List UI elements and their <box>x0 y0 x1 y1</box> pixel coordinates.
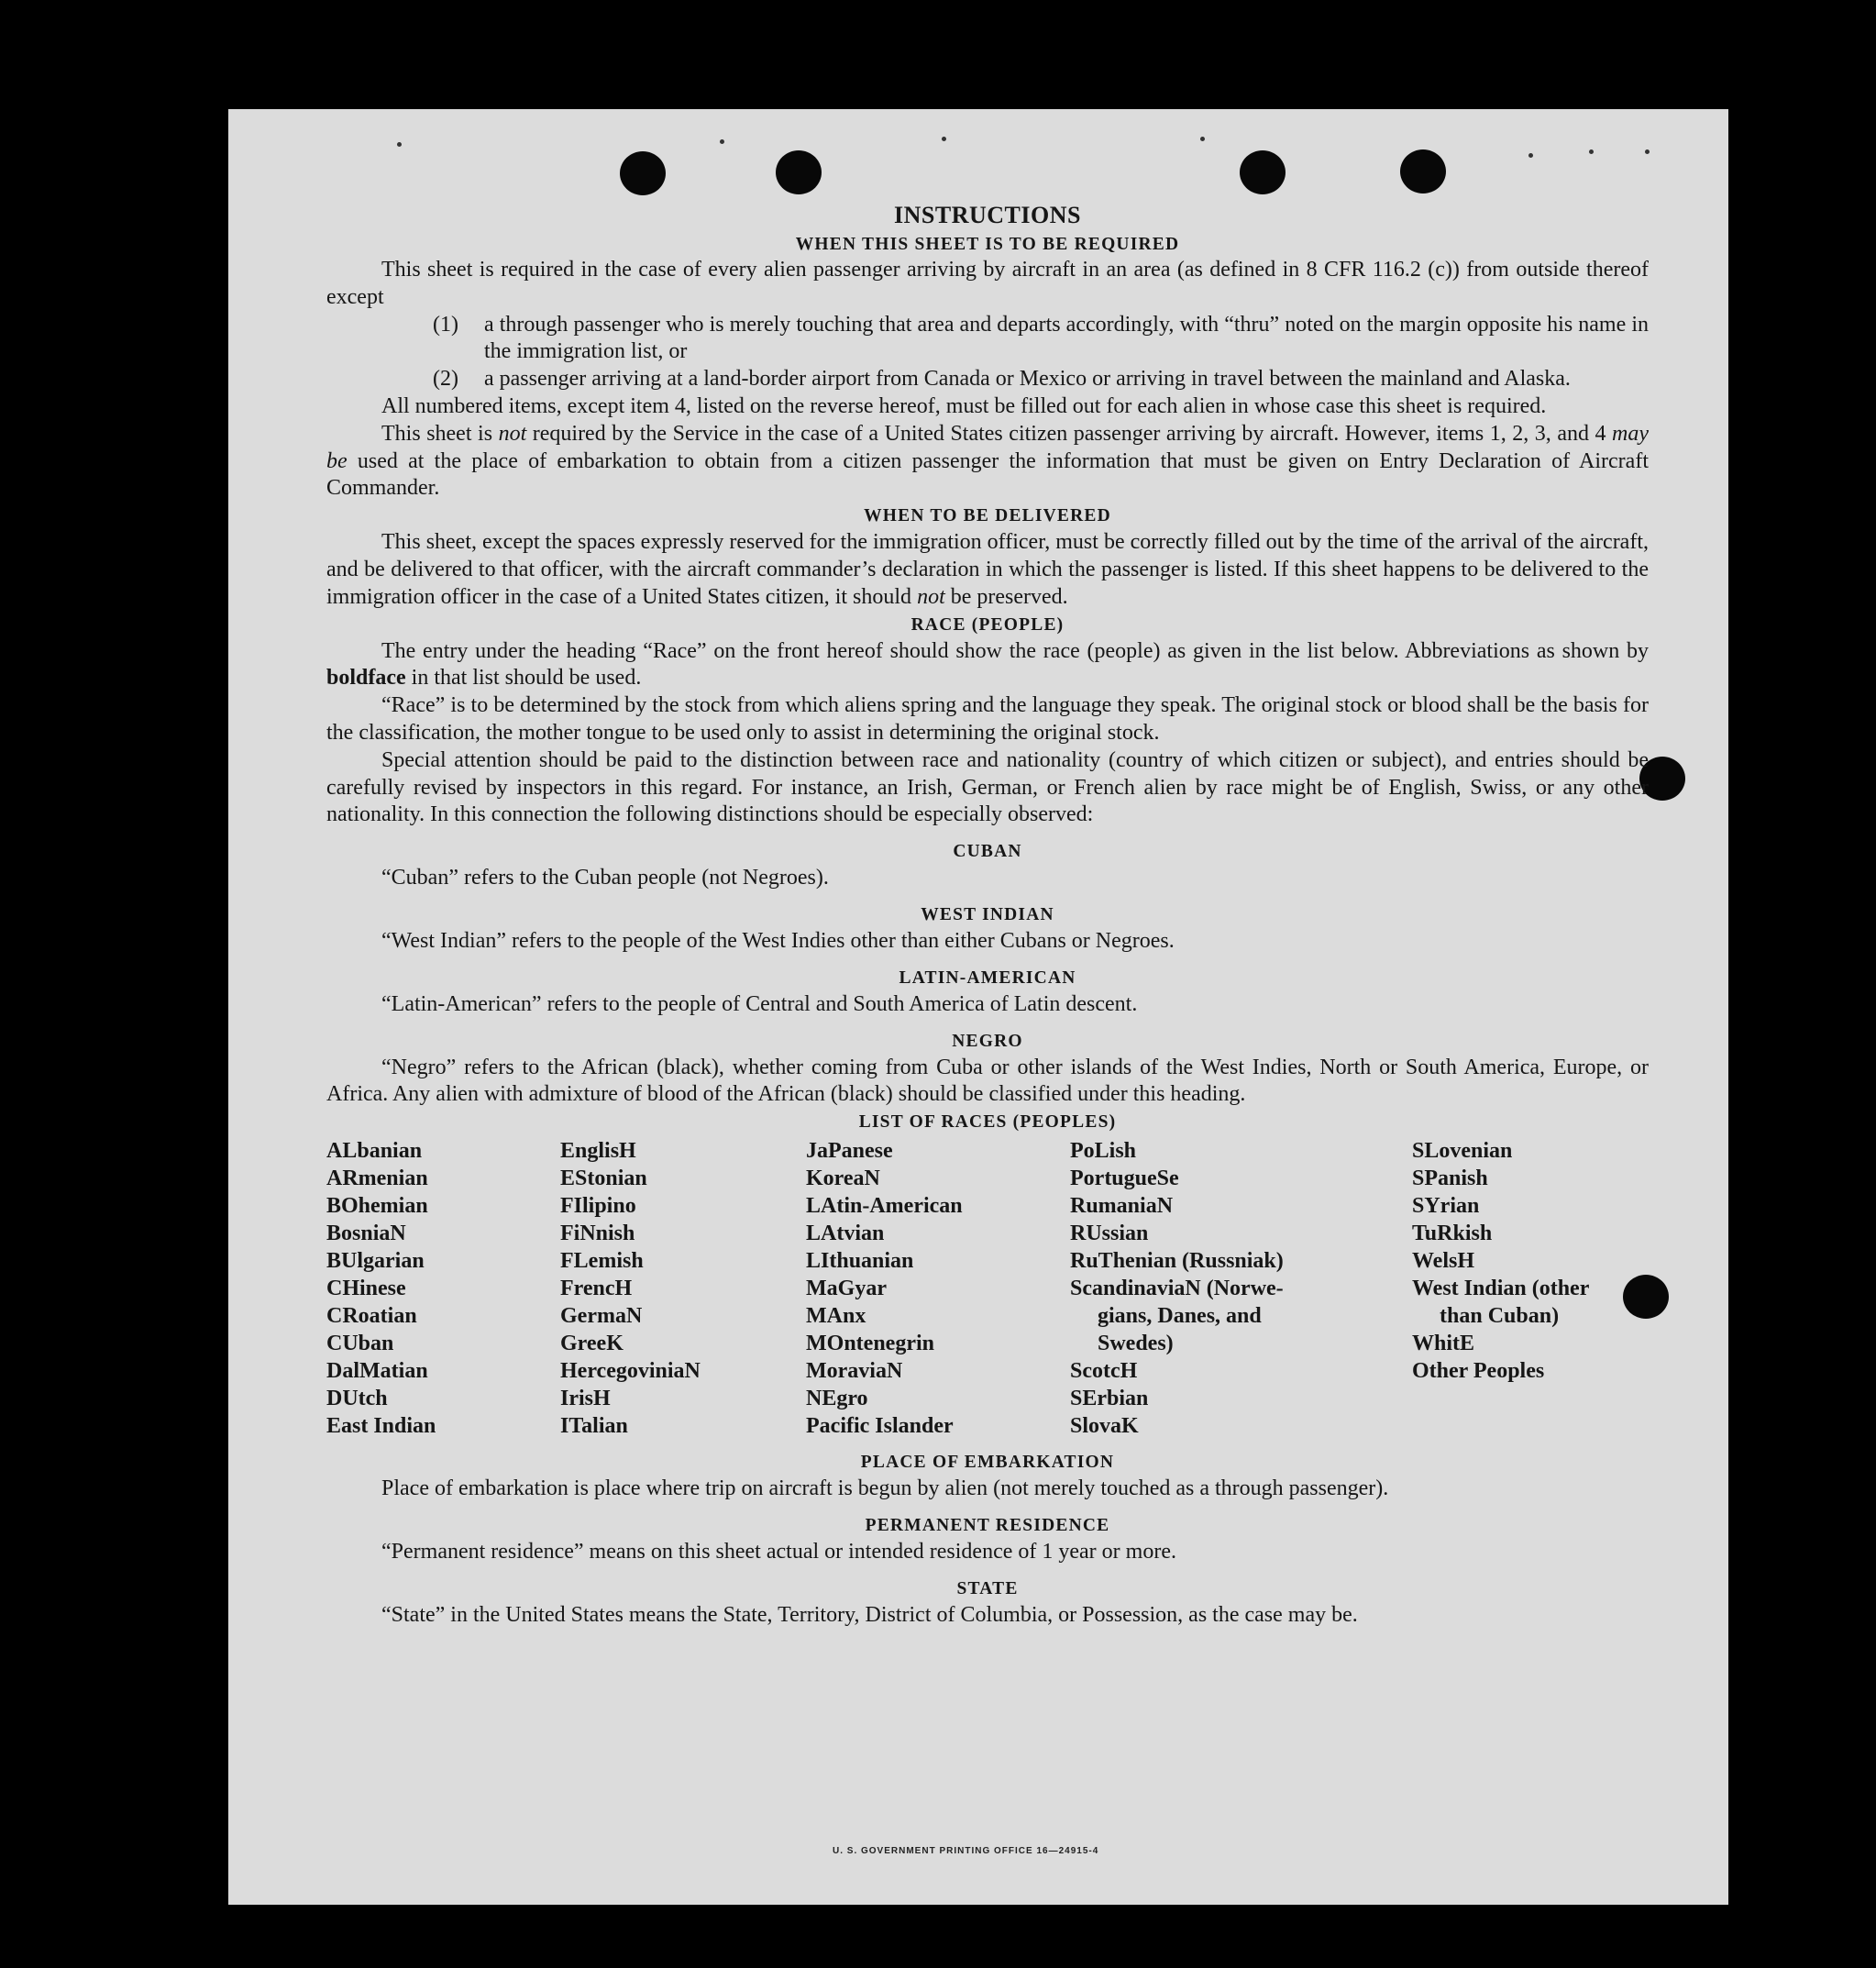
paragraph: “Latin-American” refers to the people of Central and South America of Latin descent. <box>381 991 1138 1016</box>
race-column <box>806 1137 1070 1440</box>
paragraph: “Negro” refers to the African (black), whether coming from Cuba or other islands of the West Indies, North or South America, Europe, or Africa. Any alien with admixture of blood of the African (black) should be classified under this heading. <box>326 1055 1649 1107</box>
punch-hole <box>1240 150 1286 194</box>
race-column <box>1412 1137 1641 1440</box>
race-entry: FIlipino <box>560 1194 636 1219</box>
race-entry: FLemish <box>560 1249 644 1274</box>
race-entry: ScandinaviaN (Norwe- <box>1070 1277 1284 1301</box>
race-entry: DUtch <box>326 1387 388 1411</box>
race-entry: TuRkish <box>1412 1222 1493 1246</box>
race-entry: BosniaN <box>326 1222 406 1246</box>
paragraph: The entry under the heading “Race” on the front hereof should show the race (people) as given in the list below. Abbreviations as shown by boldface in that list should be used. <box>326 638 1649 691</box>
race-entry: SErbian <box>1070 1387 1149 1411</box>
race-entry: NEgro <box>806 1387 868 1411</box>
race-entry: GreeK <box>560 1332 623 1356</box>
document-title: INSTRUCTIONS <box>894 202 1081 228</box>
race-column <box>1070 1137 1412 1440</box>
paragraph: This sheet is required in the case of every alien passenger arriving by aircraft in an area (as defined in 8 CFR 116.2 (c)) from outside thereof except <box>326 258 1649 309</box>
section-heading: WEST INDIAN <box>921 904 1054 924</box>
race-entry: East Indian <box>326 1414 436 1439</box>
paragraph: “Cuban” refers to the Cuban people (not Negroes). <box>381 866 829 890</box>
race-entry: RumaniaN <box>1070 1194 1174 1219</box>
race-column <box>560 1137 806 1440</box>
race-column <box>326 1137 560 1440</box>
race-entry: EnglisH <box>560 1139 636 1164</box>
dust-speck <box>1589 149 1594 154</box>
race-entry: MAnx <box>806 1304 866 1329</box>
race-entry: IrisH <box>560 1387 611 1411</box>
race-entry: WhitE <box>1412 1332 1475 1356</box>
race-list <box>326 1137 1649 1440</box>
section-heading: WHEN THIS SHEET IS TO BE REQUIRED <box>795 235 1180 254</box>
section-heading: STATE <box>956 1578 1019 1598</box>
section-heading: LATIN-AMERICAN <box>899 967 1076 988</box>
race-entry: GermaN <box>560 1304 643 1329</box>
race-entry: JaPanese <box>806 1139 893 1164</box>
race-entry: PortugueSe <box>1070 1166 1179 1191</box>
item-number: (1) <box>433 312 458 337</box>
race-entry: WelsH <box>1412 1249 1475 1274</box>
race-entry: BOhemian <box>326 1194 428 1219</box>
dust-speck <box>1528 153 1533 158</box>
dust-speck <box>1645 149 1650 154</box>
dust-speck <box>720 139 724 144</box>
race-entry: FiNnish <box>560 1222 635 1246</box>
race-entry: RuThenian (Russniak) <box>1070 1249 1284 1274</box>
race-entry: Swedes) <box>1098 1332 1174 1356</box>
race-entry: PoLish <box>1070 1139 1137 1164</box>
paragraph: “Race” is to be determined by the stock from which aliens spring and the language they speak. The original stock or blood shall be the basis for the classification, the mother tongue to be used only to assist in determining the original stock. <box>326 693 1649 745</box>
race-entry: LAtvian <box>806 1222 885 1246</box>
race-entry: SPanish <box>1412 1166 1488 1191</box>
race-entry: MaGyar <box>806 1277 887 1301</box>
printer-imprint: U. S. GOVERNMENT PRINTING OFFICE 16—24915-4 <box>833 1846 1099 1856</box>
item-text: a passenger arriving at a land-border airport from Canada or Mexico or arriving in travel between the mainland and Alaska. <box>484 367 1571 392</box>
race-entry: MOntenegrin <box>806 1332 934 1356</box>
dust-speck <box>1200 137 1205 141</box>
race-entry: West Indian (other <box>1412 1277 1590 1301</box>
race-entry: CHinese <box>326 1277 406 1301</box>
race-entry: ITalian <box>560 1414 628 1439</box>
race-entry: SYrian <box>1412 1194 1480 1219</box>
race-entry: DalMatian <box>326 1359 428 1384</box>
race-entry: EStonian <box>560 1166 647 1191</box>
paragraph: This sheet is not required by the Service in the case of a United States citizen passenger arriving by aircraft. However, items 1, 2, 3, and 4 may be used at the place of embarkation to obtain from a citizen passenger the information that must be given on Entry Declaration of Aircraft Commander. <box>326 421 1649 501</box>
race-entry: ARmenian <box>326 1166 428 1191</box>
race-entry: CUban <box>326 1332 394 1356</box>
race-entry: LIthuanian <box>806 1249 914 1274</box>
paragraph: “West Indian” refers to the people of the West Indies other than either Cubans or Negroes. <box>381 928 1175 953</box>
section-heading: PLACE OF EMBARKATION <box>860 1453 1115 1473</box>
paragraph: All numbered items, except item 4, listed on the reverse hereof, must be filled out for each alien in whose case this sheet is required. <box>381 393 1547 418</box>
section-heading: NEGRO <box>952 1031 1023 1051</box>
punch-hole <box>620 151 666 195</box>
race-entry: ScotcH <box>1070 1359 1138 1384</box>
paragraph: This sheet, except the spaces expressly reserved for the immigration officer, must be correctly filled out by the time of the arrival of the aircraft, and be delivered to that officer, with the aircraft commander’s declaration in which the passenger is listed. If this sheet happens to be delivered to the immigration officer in the case of a United States citizen, it should not be preserved. <box>326 530 1649 609</box>
dust-speck <box>397 142 402 147</box>
section-heading: WHEN TO BE DELIVERED <box>864 506 1111 526</box>
document-text <box>326 200 1649 1630</box>
exception-item <box>433 366 1649 393</box>
section-heading: LIST OF RACES (PEOPLES) <box>858 1112 1117 1133</box>
paragraph: “State” in the United States means the State, Territory, District of Columbia, or Possession, as the case may be. <box>381 1602 1358 1627</box>
race-entry: gians, Danes, and <box>1098 1304 1262 1329</box>
race-entry: RUssian <box>1070 1222 1149 1246</box>
paragraph: Special attention should be paid to the distinction between race and nationality (country of which citizen or subject), and entries should be carefully revised by inspectors in this regard. For instance, an Irish, German, or French alien by race might be of English, Swiss, or any other nationality. In this connection the following distinctions should be especially observed: <box>326 747 1649 827</box>
race-entry: KoreaN <box>806 1166 880 1191</box>
item-number: (2) <box>433 367 458 392</box>
dust-speck <box>942 137 946 141</box>
race-entry: SlovaK <box>1070 1414 1139 1439</box>
paragraph: Place of embarkation is place where trip on aircraft is begun by alien (not merely touched as a through passenger). <box>381 1476 1389 1501</box>
race-entry: LAtin-American <box>806 1194 963 1219</box>
exception-item <box>433 312 1649 367</box>
race-entry: HercegoviniaN <box>560 1359 701 1384</box>
section-heading: PERMANENT RESIDENCE <box>865 1515 1110 1535</box>
punch-hole <box>1400 149 1446 193</box>
race-entry: Other Peoples <box>1412 1359 1545 1384</box>
section-heading: RACE (PEOPLE) <box>910 614 1065 635</box>
race-entry: FrencH <box>560 1277 633 1301</box>
punch-hole <box>776 150 822 194</box>
race-entry: than Cuban) <box>1440 1304 1560 1329</box>
race-entry: BUlgarian <box>326 1249 425 1274</box>
item-text: a through passenger who is merely touching that area and departs accordingly, with “thru” noted on the margin opposite his name in the immigration list, or <box>484 312 1649 364</box>
race-entry: MoraviaN <box>806 1359 903 1384</box>
race-entry: Pacific Islander <box>806 1414 954 1439</box>
paragraph: “Permanent residence” means on this sheet actual or intended residence of 1 year or more. <box>381 1539 1176 1564</box>
section-heading: CUBAN <box>953 842 1022 862</box>
race-entry: CRoatian <box>326 1304 417 1329</box>
race-entry: ALbanian <box>326 1139 423 1164</box>
race-entry: SLovenian <box>1412 1139 1513 1164</box>
